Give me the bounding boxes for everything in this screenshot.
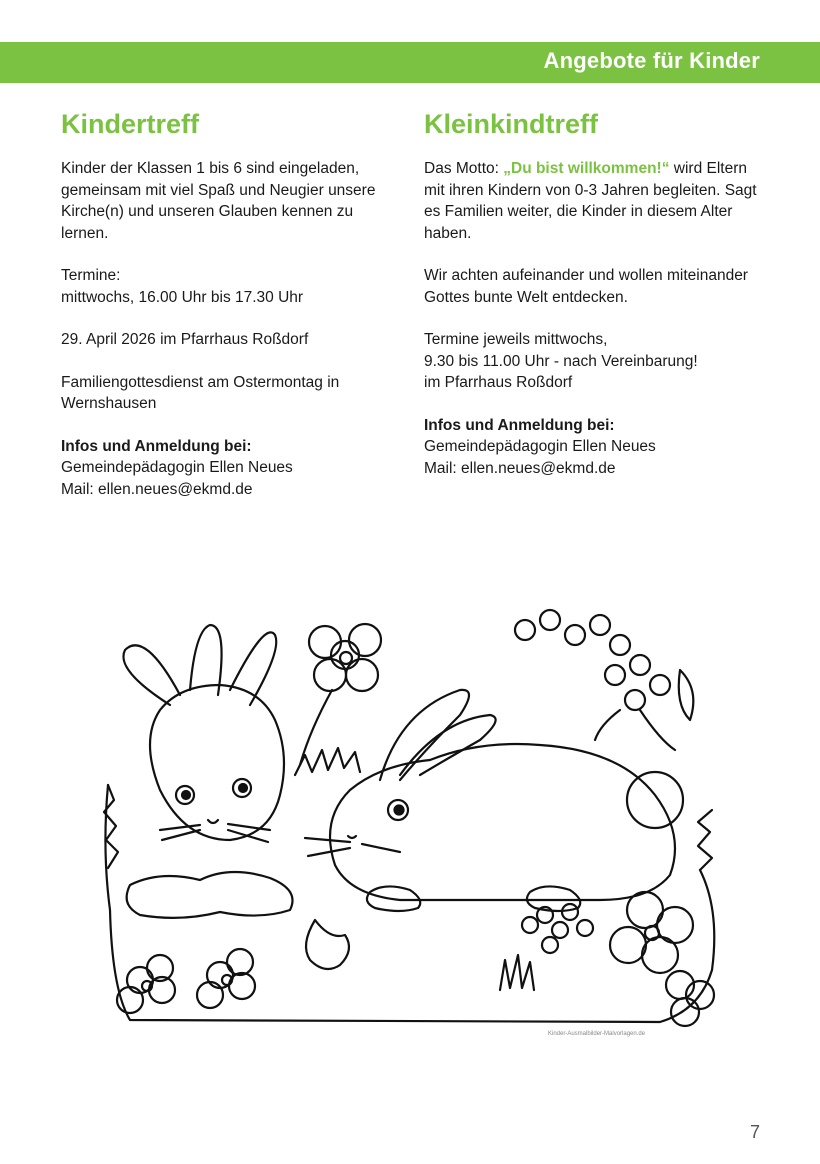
kleinkindtreff-termine-line3: im Pfarrhaus Roßdorf [424, 374, 573, 391]
kleinkindtreff-contact-mail[interactable]: Mail: ellen.neues@ekmd.de [424, 459, 616, 477]
kleinkindtreff-contact-name: Gemeindepädagogin Ellen Neues [424, 438, 656, 455]
flower-cluster-icon [515, 610, 693, 750]
section-banner [0, 42, 820, 83]
kindertreff-column [61, 106, 401, 500]
motto-text: „Du bist willkommen!“ [503, 160, 670, 177]
kindertreff-contact-name: Gemeindepädagogin Ellen Neues [61, 459, 293, 476]
kleinkindtreff-column [424, 106, 769, 479]
kleinkindtreff-termine [424, 329, 769, 394]
kleinkindtreff-termine-line1: Termine jeweils mittwochs, [424, 331, 608, 348]
bunny-coloring-illustration [100, 590, 720, 1040]
kindertreff-heading: Kindertreff [61, 109, 200, 139]
kleinkindtreff-together: Wir achten aufeinander und wollen miteinander Gottes bunte Welt entdecken. [424, 267, 748, 306]
kindertreff-date: 29. April 2026 im Pfarrhaus Roßdorf [61, 331, 309, 348]
kindertreff-termine-value: mittwochs, 16.00 Uhr bis 17.30 Uhr [61, 288, 304, 306]
kindertreff-service: Familiengottesdienst am Ostermontag in Wernshausen [61, 373, 340, 412]
kleinkindtreff-contact-label: Infos und Anmeldung bei: [424, 416, 615, 434]
kleinkindtreff-intro [424, 158, 769, 244]
kindertreff-intro: Kinder der Klassen 1 bis 6 sind eingeladen, gemeinsam mit viel Spaß und Neugier unsere Kirche(n) und unseren Glauben kennen zu lernen. [61, 160, 376, 242]
kindertreff-contact-mail[interactable]: Mail: ellen.neues@ekmd.de [61, 480, 253, 498]
kleinkindtreff-contact [424, 415, 769, 480]
page-number: 7 [749, 1122, 760, 1142]
flower-icon [610, 892, 714, 1026]
kindertreff-termine [61, 265, 401, 308]
flower-icon [117, 949, 255, 1013]
kleinkindtreff-termine-line2: 9.30 bis 11.00 Uhr - nach Vereinbarung! [424, 352, 698, 370]
kindertreff-contact-label: Infos und Anmeldung bei: [61, 437, 252, 455]
kleinkindtreff-heading: Kleinkindtreff [424, 109, 599, 139]
flower-icon [300, 624, 381, 765]
motto-prefix: Das Motto: [424, 160, 504, 177]
kindertreff-termine-label: Termine: [61, 267, 121, 284]
left-bunny-icon [150, 685, 284, 840]
ground-outline [105, 785, 714, 1022]
section-title: Angebote für Kinder [543, 48, 760, 73]
illustration-credit: Kinder-Ausmalbilder-Malvorlagen.de [548, 1031, 646, 1037]
motto-suffix: wird Eltern mit ihren Kindern von 0-3 Jahren begleiten. Sagt es Familien weiter, die Kinder in diesem Alter haben. [424, 160, 757, 242]
kindertreff-contact [61, 436, 401, 501]
right-bunny-icon [330, 744, 675, 900]
